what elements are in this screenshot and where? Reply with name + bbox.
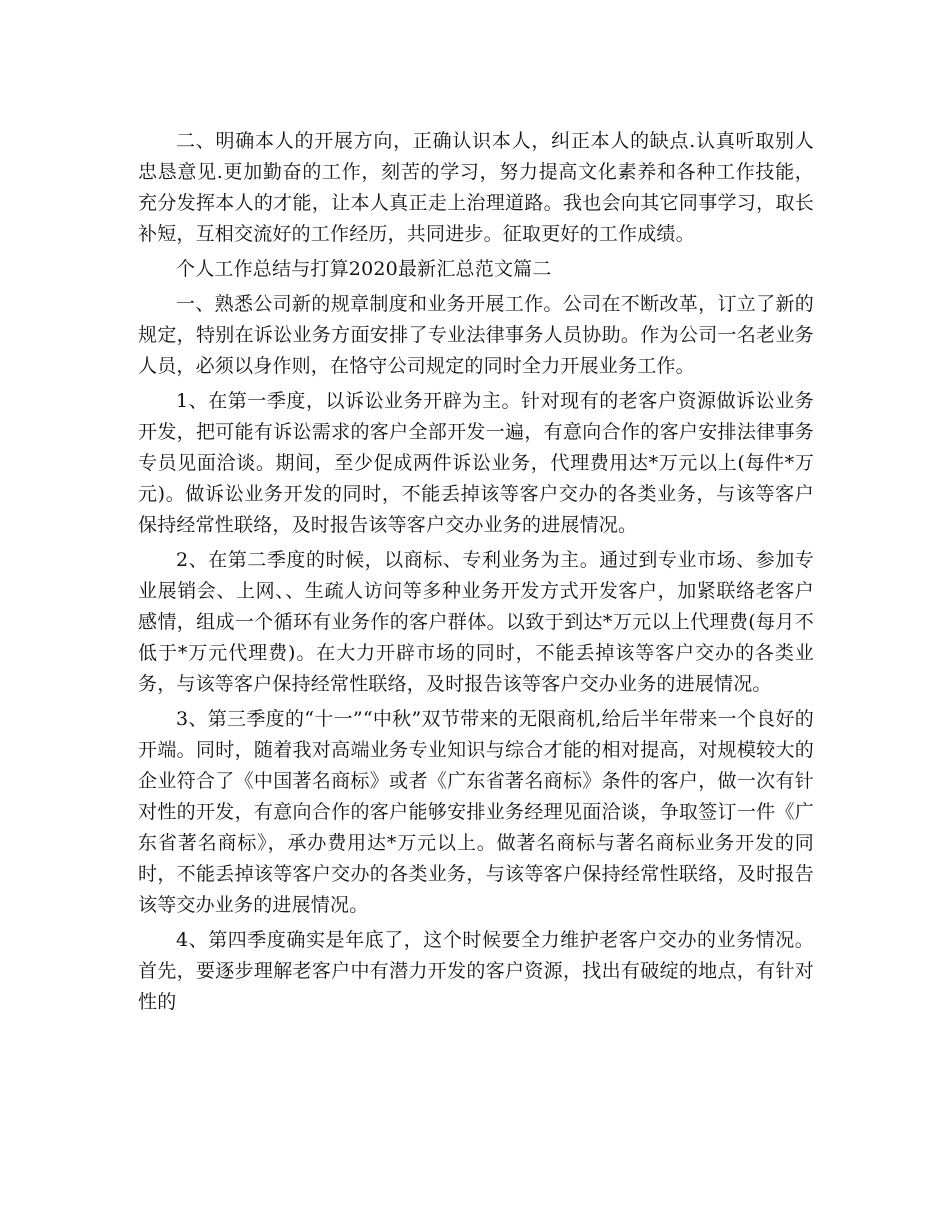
paragraph-q1: 1、在第一季度，以诉讼业务开辟为主。针对现有的老客户资源做诉讼业务开发，把可能有诉讼需求的客户全部开发一遍，有意向合作的客户安排法律事务专员见面洽谈。期间，至少促成两件诉讼业务，代理费用达*万元以上(每件*万元)。做诉讼业务开发的同时，不能丢掉该等客户交办的各类业务，与该等客户保持经常性联络，及时报告该等客户交办业务的进展情况。 [138, 390, 814, 536]
paragraph-q4: 4、第四季度确实是年底了，这个时候要全力维护老客户交办的业务情况。首先，要逐步理解老客户中有潜力开发的客户资源，找出有破绽的地点，有针对性的 [138, 929, 814, 1013]
paragraph-q2: 2、在第二季度的时候，以商标、专利业务为主。通过到专业市场、参加专业展销会、上网、、生疏人访问等多种业务开发方式开发客户，加紧联络老客户感情，组成一个循环有业务作的客户群体。以致于到达*万元以上代理费(每月不低于*万元代理费)。在大力开辟市场的同时，不能丢掉该等客户交办的各类业务，与该等客户保持经常性联络，及时报告该等客户交办业务的进展情况。 [138, 549, 814, 695]
paragraph-q3: 3、第三季度的“十一”“中秋”双节带来的无限商机,给后半年带来一个良好的开端。同时，随着我对高端业务专业知识与综合才能的相对提高，对规模较大的企业符合了《中国著名商标》或者《广东省著名商标》条件的客户，做一次有针对性的开发，有意向合作的客户能够安排业务经理见面洽谈，争取签订一件《广东省著名商标》，承办费用达*万元以上。做著名商标与著名商标业务开发的同时，不能丢掉该等客户交办的各类业务，与该等客户保持经常性联络，及时报告该等交办业务的进展情况。 [138, 708, 814, 916]
paragraph-direction: 二、明确本人的开展方向，正确认识本人，纠正本人的缺点.认真听取别人忠恳意见.更加勤奋的工作，刻苦的学习，努力提高文化素养和各种工作技能，充分发挥本人的才能，让本人真正走上治理道路。我也会向其它同事学习，取长补短，互相交流好的工作经历，共同进步。征取更好的工作成绩。 [138, 130, 814, 245]
paragraph-rules: 一、熟悉公司新的规章制度和业务开展工作。公司在不断改革，订立了新的规定，特别在诉讼业务方面安排了专业法律事务人员协助。作为公司一名老业务人员，必须以身作则，在恪守公司规定的同时全力开展业务工作。 [138, 293, 814, 377]
section-heading: 个人工作总结与打算2020最新汇总范文篇二 [176, 258, 552, 280]
document-body [138, 126, 814, 1022]
